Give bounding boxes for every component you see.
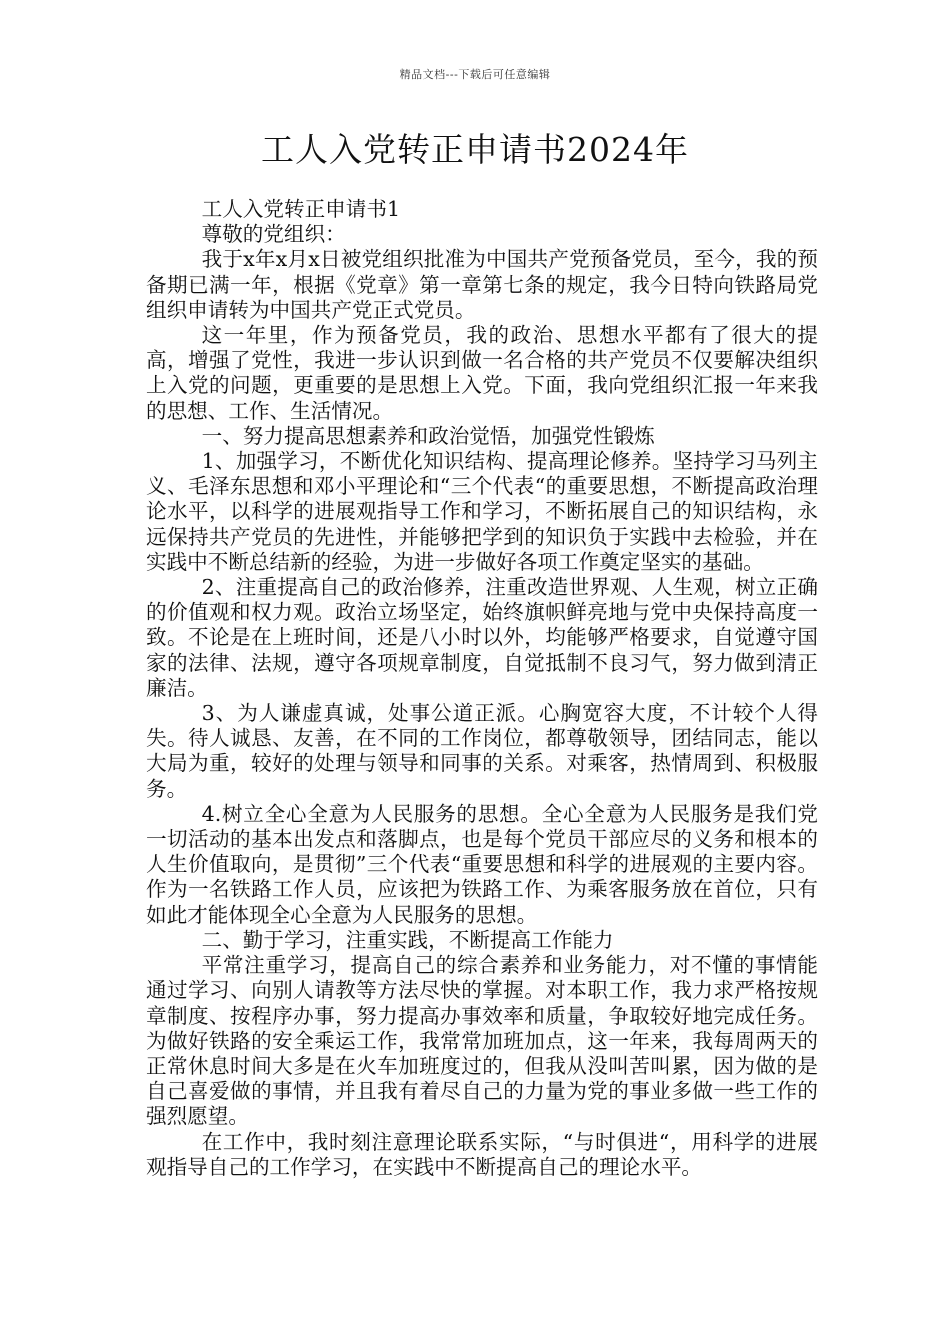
paragraph: 平常注重学习，提高自己的综合素养和业务能力，对不懂的事情能通过学习、向别人请教等方法尽快的掌握。对本职工作，我力求严格按规章制度、按程序办事，努力提高办事效率和质量，争取较好地完成任务。为做好铁路的安全乘运工作，我常常加班加点，这一年来，我每周两天的正常休息时间大多是在火车加班度过的，但我从没叫苦叫累，因为做的是自己喜爱做的事情，并且我有着尽自己的力量为党的事业多做一些工作的强烈愿望。 — [146, 953, 818, 1129]
header-note: 精品文档---下载后可任意编辑 — [399, 68, 551, 81]
paragraph: 3、为人谦虚真诚，处事公道正派。心胸宽容大度，不计较个人得失。待人诚恳、友善，在不同的工作岗位，都尊敬领导，团结同志，能以大局为重，较好的处理与领导和同事的关系。对乘客，热情周到、积极服务。 — [146, 701, 818, 801]
paragraph: 1、加强学习，不断优化知识结构、提高理论修养。坚持学习马列主义、毛泽东思想和邓小平理论和“三个代表“的重要思想，不断提高政治理论水平，以科学的进展观指导工作和学习，不断拓展自己的知识结构，永远保持共产党员的先进性，并能够把学到的知识负于实践中去检验，并在实践中不断总结新的经验，为进一步做好各项工作奠定坚实的基础。 — [146, 449, 818, 574]
salutation: 尊敬的党组织： — [201, 222, 346, 247]
paragraph: 4.树立全心全意为人民服务的思想。全心全意为人民服务是我们党一切活动的基本出发点和落脚点，也是每个党员干部应尽的义务和根本的人生价值取向，是贯彻”三个代表“重要思想和科学的进展观的主要内容。作为一名铁路工作人员，应该把为铁路工作、为乘客服务放在首位，只有如此才能体现全心全意为人民服务的思想。 — [146, 801, 818, 927]
section-heading: 二、勤于学习，注重实践，不断提高工作能力 — [201, 927, 614, 952]
paragraph: 这一年里，作为预备党员，我的政治、思想水平都有了很大的提高，增强了党性，我进一步认识到做一名合格的共产党员不仅要解决组织上入党的问题，更重要的是思想上入党。下面，我向党组织汇报一年来我的思想、工作、生活情况。 — [146, 323, 818, 423]
paragraph: 2、注重提高自己的政治修养，注重改造世界观、人生观，树立正确的价值观和权力观。政治立场坚定，始终旗帜鲜亮地与党中央保持高度一致。不论是在上班时间，还是八小时以外，均能够严格要求，自觉遵守国家的法律、法规，遵守各项规章制度，自觉抵制不良习气，努力做到清正廉洁。 — [146, 575, 818, 700]
paragraph: 我于x年x月x日被党组织批准为中国共产党预备党员，至今，我的预备期已满一年，根据《党章》第一章第七条的规定，我今日特向铁路局党组织申请转为中国共产党正式党员。 — [146, 247, 818, 322]
paragraph: 在工作中，我时刻注意理论联系实际，“与时俱进“，用科学的进展观指导自己的工作学习，在实践中不断提高自己的理论水平。 — [146, 1129, 818, 1179]
document-body — [146, 197, 818, 1180]
section-heading: 一、努力提高思想素养和政治觉悟，加强党性锻炼 — [201, 423, 655, 448]
subtitle-paragraph: 工人入党转正申请书1 — [201, 197, 401, 221]
document-title: 工人入党转正申请书2024年 — [261, 130, 689, 169]
